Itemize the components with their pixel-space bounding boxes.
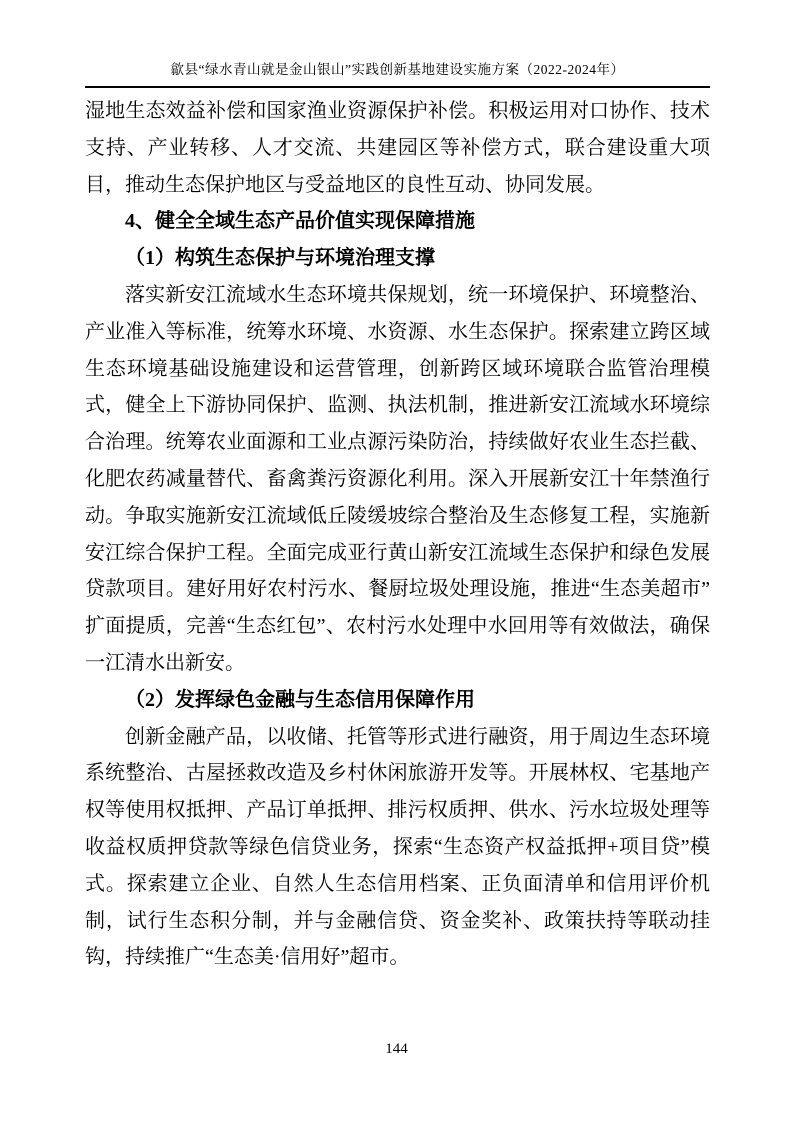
paragraph: 创新金融产品，以收储、托管等形式进行融资，用于周边生态环境系统整治、古屋拯救改造及乡村休闲旅游开发等。开展林权、宅基地产权等使用权抵押、产品订单抵押、排污权质押、供水、污水垃圾处理等收益权质押贷款等绿色信贷业务，探索“生态资产权益抵押+项目贷”模式。探索建立企业、自然人生态信用档案、正负面清单和信用评价机制，试行生态积分制，并与金融信贷、资金奖补、政策扶持等联动挂钩，持续推广“生态美·信用好”超市。: [85, 725, 710, 969]
page-header: [85, 58, 710, 88]
section-heading: （2）发挥绿色金融与生态信用保障作用: [125, 688, 475, 711]
header-title: 歙县“绿水青山就是金山银山”实践创新基地建设实施方案（2022-2024年）: [170, 62, 625, 77]
document-body: [85, 93, 710, 976]
paragraph: 湿地生态效益补偿和国家渔业资源保护补偿。积极运用对口协作、技术支持、产业转移、人才交流、共建园区等补偿方式，联合建设重大项目，推动生态保护地区与受益地区的良性互动、协同发展。: [85, 100, 710, 196]
section-heading: 4、健全全域生态产品价值实现保障措施: [125, 210, 475, 233]
paragraph: 落实新安江流域水生态环境共保规划，统一环境保护、环境整治、产业准入等标准，统筹水环境、水资源、水生态保护。探索建立跨区域生态环境基础设施建设和运营管理，创新跨区域环境联合监管治理模式，健全上下游协同保护、监测、执法机制，推进新安江流域水环境综合治理。统筹农业面源和工业点源污染防治，持续做好农业生态拦截、化肥农药减量替代、畜禽粪污资源化利用。深入开展新安江十年禁渔行动。争取实施新安江流域低丘陵缓坡综合整治及生态修复工程，实施新安江综合保护工程。全面完成亚行黄山新安江流域生态保护和绿色发展贷款项目。建好用好农村污水、餐厨垃圾处理设施，推进“生态美超市”扩面提质，完善“生态红包”、农村污水处理中水回用等有效做法，确保一江清水出新安。: [85, 283, 710, 674]
page-footer: [0, 1041, 793, 1058]
page-number: 144: [385, 1041, 408, 1057]
section-heading: （1）构筑生态保护与环境治理支撑: [125, 247, 435, 270]
